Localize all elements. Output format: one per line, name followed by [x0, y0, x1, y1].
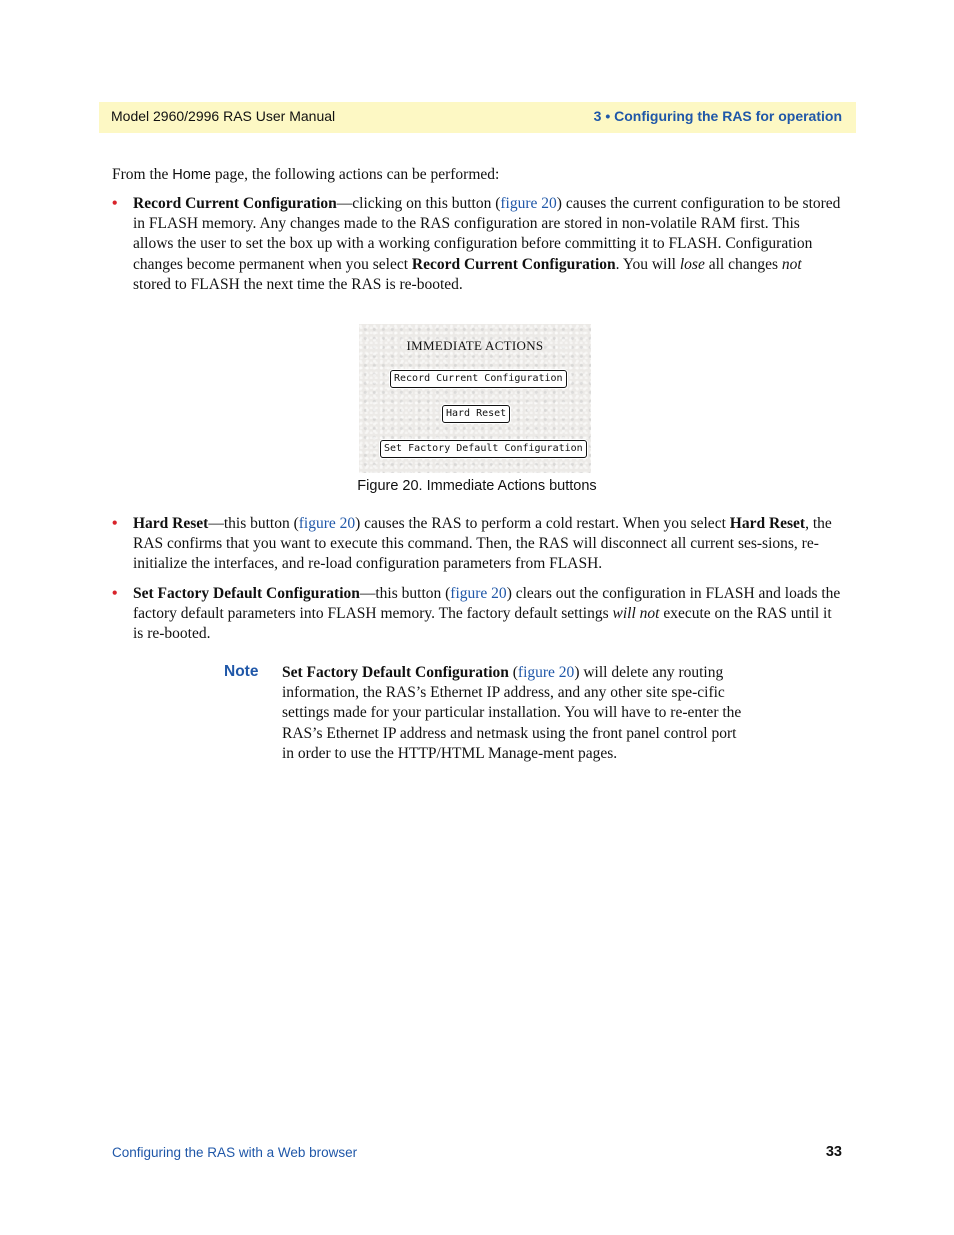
page-number: 33	[825, 1144, 842, 1160]
running-header	[99, 102, 856, 133]
bullet-hard-reset: • Hard Reset—this button (figure 20) causes the RAS to perform a cold restart. When you select Hard Reset, the RAS confirms that you want to execute this command. Then, the RAS will disconnect all current ses-sions, re-initialize the interfaces, and re-load configuration parameters from FLASH.	[112, 515, 832, 573]
bullet-set-factory-default: • Set Factory Default Configuration—this button (figure 20) clears out the configuration in FLASH and loads the factory default parameters into FLASH memory. The factory default settings will not execute on the RAS until it is re-booted.	[112, 585, 841, 643]
chapter-title: 3 • Configuring the RAS for operation	[593, 108, 842, 124]
bullet-icon: •	[112, 585, 118, 602]
note-label: Note	[224, 663, 259, 680]
set-factory-default-configuration-button[interactable]: Set Factory Default Configuration	[380, 440, 587, 458]
footer-section-title: Configuring the RAS with a Web browser	[112, 1145, 358, 1160]
bullet-title: Hard Reset	[133, 515, 209, 532]
immediate-actions-figure	[359, 324, 591, 473]
figure-20-link[interactable]: figure 20	[517, 664, 575, 681]
figure-20-link[interactable]: figure 20	[298, 515, 356, 532]
figure-20-link[interactable]: figure 20	[500, 195, 557, 212]
manual-title: Model 2960/2996 RAS User Manual	[111, 108, 336, 124]
hard-reset-button[interactable]: Hard Reset	[442, 405, 510, 423]
figure-20-link[interactable]: figure 20	[450, 585, 507, 602]
figure-caption: Figure 20. Immediate Actions buttons	[357, 478, 597, 494]
bullet-icon: •	[112, 515, 118, 532]
note-text: Set Factory Default Configuration (figure 20) will delete any routing information, the RAS’s Ethernet IP address, and any other site spe-cific settings made for your particular installation. You will have to re-enter the RAS’s Ethernet IP address and netmask using the front panel control port in order to use the HTTP/HTML Manage-ment pages.	[282, 664, 742, 762]
note-title: Set Factory Default Configuration	[282, 664, 509, 681]
bullet-icon: •	[112, 195, 118, 212]
figure-title: IMMEDIATE ACTIONS	[406, 338, 544, 353]
record-current-configuration-button[interactable]: Record Current Configuration	[390, 370, 567, 388]
bullet-record-current-configuration: • Record Current Configuration—clicking on this button (figure 20) causes the current configuration to be stored in FLASH memory. Any changes made to the RAS configuration are stored in non-volatile RAM first. This allows the user to set the box up with a working configuration before committing it to FLASH. Configuration changes become permanent when you select Record Current Configuration. You will lose all changes not stored to FLASH the next time the RAS is re-booted.	[112, 195, 841, 293]
bullet-title: Set Factory Default Configuration	[133, 585, 360, 602]
home-page-term: Home	[172, 167, 211, 183]
bullet-title: Record Current Configuration	[133, 195, 337, 212]
intro-paragraph: From the Home page, the following actions can be performed:	[112, 166, 500, 183]
